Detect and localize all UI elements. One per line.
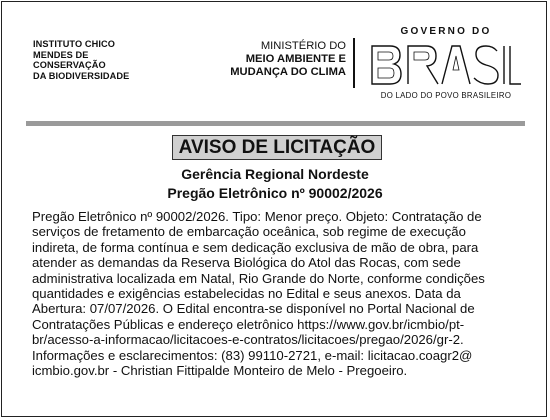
body-line: atender as demandas da Reserva Biológica do Atol das Rocas, com sede xyxy=(32,255,461,271)
body-line: indireta, de forma contínua e sem dedicação exclusiva de mão de obra, para xyxy=(32,239,479,255)
institute-line: CONSERVAÇÃO xyxy=(33,60,106,71)
notice-title: AVISO DE LICITAÇÃO xyxy=(172,135,382,160)
body-line: quantidades e exigências estabelecidas no Edital e seus anexos. Data da xyxy=(32,286,461,302)
body-line: br/acesso-a-informacao/licitacoes-e-contratos/licitacoes/pregao/2026/gr-2. xyxy=(32,332,464,348)
ministry-name xyxy=(200,40,346,80)
institute-line: MENDES DE xyxy=(33,49,89,60)
ministry-line: MINISTÉRIO DO xyxy=(260,40,346,52)
logo-bottom-text: DO LADO DO POVO BRASILEIRO xyxy=(380,91,512,100)
institute-line: INSTITUTO CHICO xyxy=(33,39,115,49)
notice-body xyxy=(32,209,524,378)
body-line: Informações e esclarecimentos: (83) 99110-2721, e-mail: licitacao.coagr2@ xyxy=(32,347,473,363)
ministry-line: MEIO AMBIENTE E xyxy=(245,53,346,66)
body-line: Abertura: 07/07/2026. O Edital encontra-se disponível no Portal Nacional de xyxy=(32,301,475,317)
body-line: serviços de fretamento de embarcação oceânica, sob regime de execução xyxy=(32,224,466,240)
body-line: administrativa localizada em Natal, Rio Grande do Norte, conforme condições xyxy=(32,270,485,286)
notice-subtitle-pregao: Pregão Eletrônico nº 90002/2026 xyxy=(167,185,383,201)
body-line: Contratações Públicas e endereço eletrônico https://www.gov.br/icmbio/pt- xyxy=(32,316,465,332)
body-line: Pregão Eletrônico nº 90002/2026. Tipo: Menor preço. Objeto: Contratação de xyxy=(32,209,482,224)
header-divider xyxy=(353,38,355,88)
icmbio-name xyxy=(33,39,163,81)
notice-subtitle-region: Gerência Regional Nordeste xyxy=(181,166,369,182)
institute-line: DA BIODIVERSIDADE xyxy=(33,70,130,81)
brasil-wordmark-icon xyxy=(370,40,522,90)
governo-do-brasil-logo xyxy=(370,26,522,102)
ministry-line: MUDANÇA DO CLIMA xyxy=(230,66,346,79)
logo-top-text: GOVERNO DO xyxy=(400,26,492,37)
header-rule xyxy=(26,121,525,126)
body-line: icmbio.gov.br - Christian Fittipalde Monteiro de Melo - Pregoeiro. xyxy=(32,363,408,379)
